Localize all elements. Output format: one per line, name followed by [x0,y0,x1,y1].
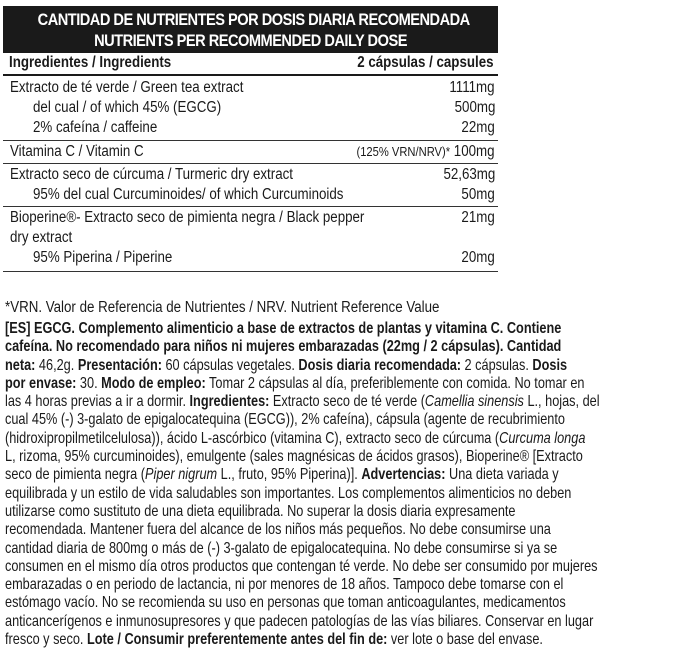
table-line [3,208,498,228]
nrv-note: (125% VRN/NRV)* [356,144,451,159]
table-row-turmeric [3,164,498,207]
body-line: consumen en el mismo día otros productos que contengan té verde. No debe ser consumido por mujeres [5,557,598,575]
row-value: (125% VRN/NRV)* 100mg [356,143,495,160]
body-line: seco de pimienta negra (Piper nigrum L., fruto, 95% Piperina)]. Advertencias: Una dieta variada y [5,466,559,484]
row-label: Extracto de té verde / Green tea extract [10,79,244,96]
table-line [3,165,498,185]
table-line [3,185,498,205]
row-label: Bioperine®- Extracto seco de pimienta negra / Black pepper [10,209,365,226]
row-value: 50mg [461,186,495,203]
column-header-ingredients: Ingredientes / Ingredients [9,54,172,71]
row-label: 95% Piperina / Piperine [33,249,173,266]
body-line: utilizarse como sustituto de una dieta equilibrada. No superar la dosis diaria expresamente [5,502,516,520]
row-label: Vitamina C / Vitamin C [10,143,144,160]
row-label: 95% del cual Curcuminoides/ of which Curcuminoids [33,186,344,203]
row-value: 500mg [454,99,495,116]
column-header-dose: 2 cápsulas / capsules [357,54,494,71]
body-line: equilibrada y un estilo de vida saludables son importantes. Los complementos alimenticios no deben [5,484,572,502]
row-value: 20mg [461,249,495,266]
body-line: por envase: 30. Modo de empleo: Tomar 2 cápsulas al día, preferiblemente con comida. No tomar en [5,374,585,392]
row-label: 2% cafeína / caffeine [33,119,158,136]
body-line: embarazadas o en periodo de lactancia, ni por menores de 18 años. Tampoco debe tomarse con el [5,576,564,594]
row-value: 22mg [461,119,495,136]
body-line: cafeína. No recomendado para niños ni mujeres embarazadas (22mg / 2 cápsulas). Cantidad [5,338,562,356]
body-line: (hidroxipropilmetilcelulosa)), ácido L-ascórbico (vitamina C), extracto seco de cúrcuma (Curcuma longa [5,429,586,447]
table-row-bioperine [3,207,498,272]
nutrition-table [3,53,498,272]
body-line: anticancerígenos e inmunosupresores y que padecen patologías de las vías biliares. Conservar en lugar [5,612,594,630]
body-line: cual 45% (-) 3-galato de epigalocatequina (EGCG)), 2% cafeína), cápsula (agente de recubrimiento [5,411,565,429]
table-line [3,248,498,268]
header-title-es: CANTIDAD DE NUTRIENTES POR DOSIS DIARIA RECOMENDADA [37,10,470,29]
row-label: dry extract [10,229,73,246]
row-value: 52,63mg [443,166,495,183]
table-line [3,78,498,98]
body-line: neta: 46,2g. Presentación: 60 cápsulas vegetales. Dosis diaria recomendada: 2 cápsulas. Dosis [5,356,568,374]
body-line: las 4 horas previas a ir a dormir. Ingredientes: Extracto seco de té verde (Camellia sinensis L., hojas, del [5,393,600,411]
body-line: L, rizoma, 95% curcuminoides), emulgente (sales magnésicas de ácidos grasos), Bioperine® [Extracto [5,448,583,466]
body-line: estómago vacío. No se recomienda su uso en personas que toman anticoagulantes, medicamentos [5,594,566,612]
row-value: 21mg [461,209,495,226]
table-line [3,98,498,118]
table-line [3,228,498,248]
body-line: fresco y seco. Lote / Consumir preferentemente antes del fin de: ver lote o base del envase. [5,631,543,649]
table-line [3,142,498,162]
table-column-headers [3,53,498,76]
body-line: cantidad diaria de 800mg o más de (-) 3-galato de epigalocatequina. No debe consumirse si ya se [5,539,558,557]
nutrition-header [3,6,498,53]
label-body-text [5,320,687,649]
row-label: del cual / of which 45% (EGCG) [33,99,222,116]
header-title-en: NUTRIENTS PER RECOMMENDED DAILY DOSE [94,31,407,50]
row-label: Extracto seco de cúrcuma / Turmeric dry extract [10,166,293,183]
body-line: [ES] EGCG. Complemento alimenticio a base de extractos de plantas y vitamina C. Contiene [5,320,562,337]
table-row-green-tea [3,76,498,141]
table-row-vitamin-c [3,141,498,164]
nrv-footnote: *VRN. Valor de Referencia de Nutrientes / NRV. Nutrient Reference Value [5,299,440,316]
table-line [3,118,498,138]
body-line: recomendada. Mantener fuera del alcance de los niños más pequeños. No debe consumirse una [5,521,551,539]
row-value: 1111mg [449,79,495,96]
